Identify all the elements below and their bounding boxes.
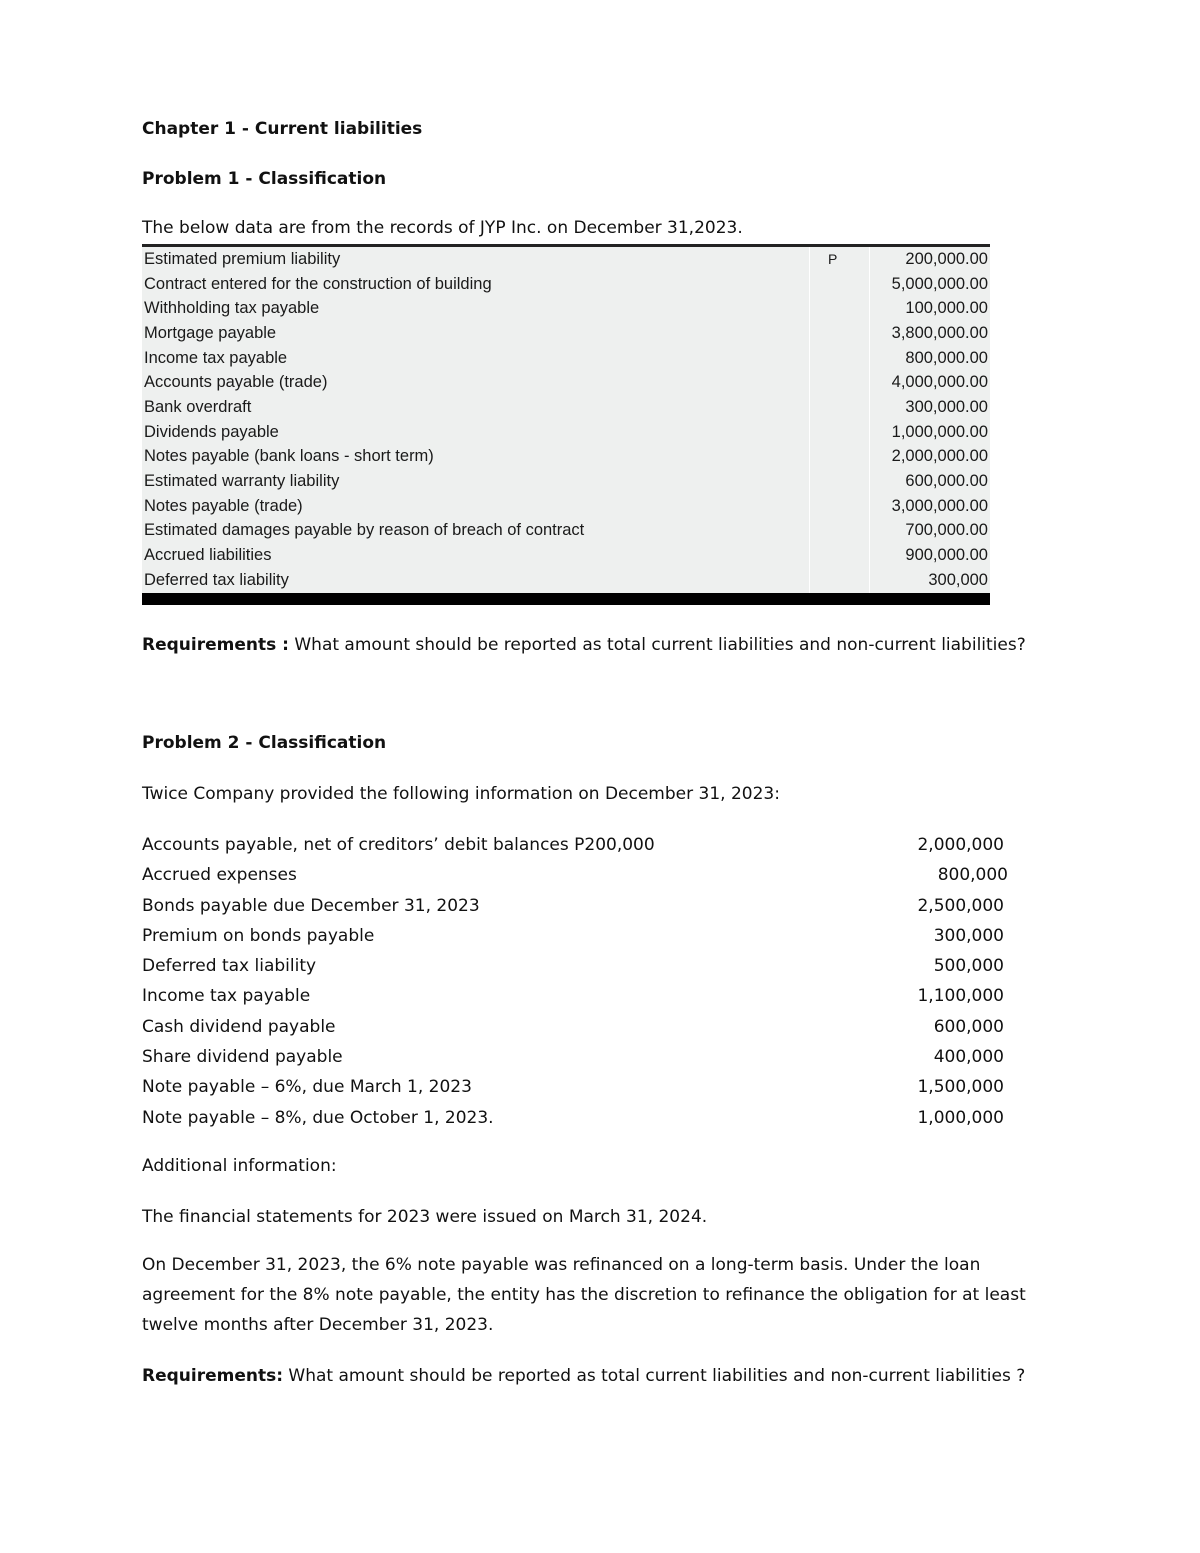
problem1-title: Problem 1 - Classification bbox=[142, 169, 387, 189]
problem2-title: Problem 2 - Classification bbox=[142, 733, 387, 753]
item-label: Premium on bonds payable bbox=[142, 925, 375, 946]
item-amount: 600,000 bbox=[933, 1016, 1004, 1037]
item-amount: 500,000 bbox=[933, 956, 1004, 977]
problem2-intro: Twice Company provided the following information on December 31, 2023: bbox=[142, 784, 780, 804]
row-amount: 200,000.00 bbox=[905, 249, 988, 268]
item-label: Accrued expenses bbox=[142, 865, 297, 886]
item-label: Note payable – 6%, due March 1, 2023 bbox=[142, 1077, 472, 1098]
chapter-title: Chapter 1 - Current liabilities bbox=[142, 119, 423, 139]
list-item bbox=[142, 951, 1012, 981]
table-row bbox=[142, 445, 990, 470]
list-item bbox=[142, 830, 1012, 860]
row-label: Bank overdraft bbox=[142, 395, 810, 420]
list-item bbox=[142, 1012, 1012, 1042]
row-amount: 5,000,000.00 bbox=[891, 274, 988, 293]
item-amount: 1,100,000 bbox=[917, 986, 1004, 1007]
currency-symbol: P bbox=[810, 247, 870, 272]
list-item bbox=[142, 1042, 1012, 1072]
table-row bbox=[142, 420, 990, 445]
row-amount: 900,000.00 bbox=[905, 546, 988, 565]
table-row bbox=[142, 272, 990, 297]
list-item bbox=[142, 921, 1012, 951]
table-row bbox=[142, 370, 990, 395]
item-label: Note payable – 8%, due October 1, 2023. bbox=[142, 1107, 494, 1128]
row-amount: 300,000 bbox=[928, 570, 988, 589]
row-label: Notes payable (trade) bbox=[142, 494, 810, 519]
item-label: Share dividend payable bbox=[142, 1047, 343, 1068]
item-amount: 2,500,000 bbox=[917, 895, 1004, 916]
row-label: Estimated warranty liability bbox=[142, 469, 810, 494]
list-item bbox=[142, 891, 1012, 921]
table-row bbox=[142, 346, 990, 371]
requirements-text: What amount should be reported as total current liabilities and non-current liabilities? bbox=[288, 635, 1026, 655]
row-amount: 3,000,000.00 bbox=[891, 496, 988, 515]
row-label: Estimated damages payable by reason of breach of contract bbox=[142, 519, 810, 544]
problem2-requirements bbox=[142, 1365, 1025, 1387]
row-label: Accounts payable (trade) bbox=[142, 370, 810, 395]
table-row bbox=[142, 568, 990, 593]
row-label: Accrued liabilities bbox=[142, 543, 810, 568]
additional-info-heading: Additional information: bbox=[142, 1156, 337, 1176]
row-amount: 700,000.00 bbox=[905, 521, 988, 540]
problem1-intro: The below data are from the records of JYP Inc. on December 31,2023. bbox=[142, 218, 743, 238]
row-label: Deferred tax liability bbox=[142, 568, 810, 593]
row-label: Income tax payable bbox=[142, 346, 810, 371]
requirements-text: What amount should be reported as total current liabilities and non-current liabilities ? bbox=[283, 1366, 1026, 1386]
item-amount: 800,000 bbox=[937, 865, 1008, 886]
requirements-label: Requirements: bbox=[142, 1366, 284, 1386]
problem1-table bbox=[142, 244, 990, 605]
row-amount: 800,000.00 bbox=[905, 348, 988, 367]
row-label: Estimated premium liability bbox=[142, 247, 810, 272]
row-label: Notes payable (bank loans - short term) bbox=[142, 445, 810, 470]
issued-text: The financial statements for 2023 were issued on March 31, 2024. bbox=[142, 1207, 708, 1227]
problem2-list bbox=[142, 830, 1012, 1133]
item-label: Cash dividend payable bbox=[142, 1016, 336, 1037]
item-label: Income tax payable bbox=[142, 986, 311, 1007]
row-label: Dividends payable bbox=[142, 420, 810, 445]
table-row bbox=[142, 321, 990, 346]
item-amount: 1,500,000 bbox=[917, 1077, 1004, 1098]
list-item bbox=[142, 860, 1012, 890]
table-row bbox=[142, 296, 990, 321]
item-amount: 300,000 bbox=[933, 925, 1004, 946]
row-label: Contract entered for the construction of building bbox=[142, 272, 810, 297]
row-amount: 600,000.00 bbox=[905, 472, 988, 491]
requirements-label: Requirements : bbox=[142, 635, 289, 655]
row-amount: 4,000,000.00 bbox=[891, 373, 988, 392]
row-amount: 2,000,000.00 bbox=[891, 447, 988, 466]
table-row bbox=[142, 395, 990, 420]
table-row bbox=[142, 543, 990, 568]
list-item bbox=[142, 1103, 1012, 1133]
row-amount: 3,800,000.00 bbox=[891, 323, 988, 342]
item-label: Accounts payable, net of creditors’ debit balances P200,000 bbox=[142, 835, 655, 855]
table-row bbox=[142, 469, 990, 494]
item-label: Deferred tax liability bbox=[142, 956, 317, 977]
item-label: Bonds payable due December 31, 2023 bbox=[142, 895, 480, 916]
row-label: Withholding tax payable bbox=[142, 296, 810, 321]
refinance-text: On December 31, 2023, the 6% note payable was refinanced on a long-term basis. Under the loan agreement for the 8% note payable, the entity has the discretion to refinance the obligation for at least twelve months after December 31, 2023. bbox=[142, 1255, 1026, 1335]
list-item bbox=[142, 981, 1012, 1011]
table-row bbox=[142, 519, 990, 544]
item-amount: 400,000 bbox=[933, 1047, 1004, 1068]
row-amount: 100,000.00 bbox=[905, 299, 988, 318]
item-amount: 2,000,000 bbox=[917, 835, 1004, 855]
table-row bbox=[142, 247, 990, 272]
list-item bbox=[142, 1072, 1012, 1102]
row-label: Mortgage payable bbox=[142, 321, 810, 346]
table-row bbox=[142, 494, 990, 519]
item-amount: 1,000,000 bbox=[917, 1107, 1004, 1128]
row-amount: 300,000.00 bbox=[905, 397, 988, 416]
problem1-requirements bbox=[142, 634, 1026, 656]
row-amount: 1,000,000.00 bbox=[891, 422, 988, 441]
